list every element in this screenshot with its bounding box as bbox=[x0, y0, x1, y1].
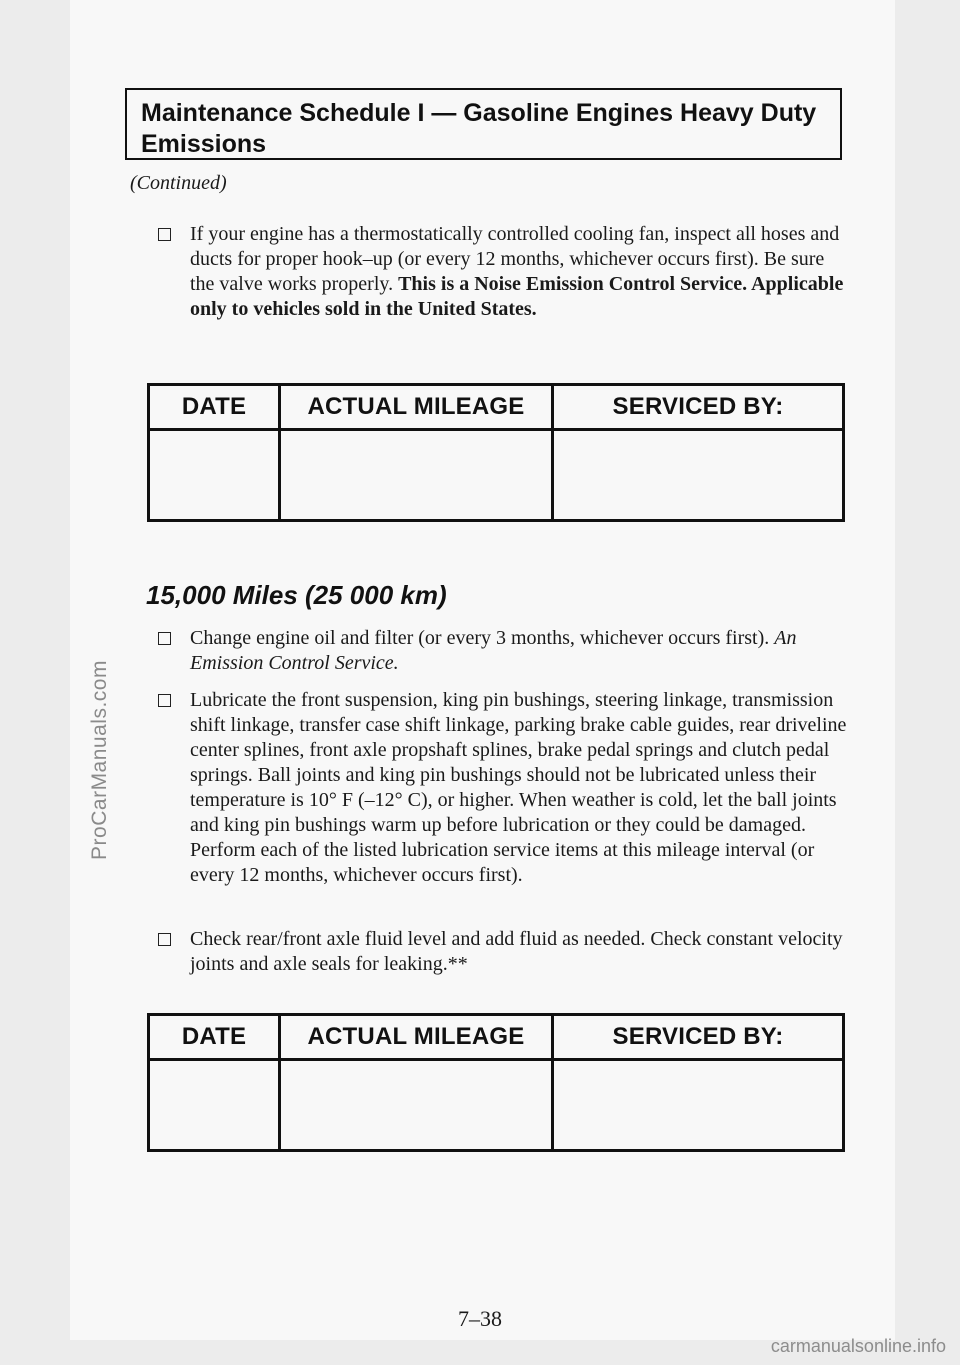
side-watermark: ProCarManuals.com bbox=[88, 660, 111, 860]
log-cell-date[interactable] bbox=[150, 431, 281, 519]
checkbox-icon bbox=[158, 694, 171, 707]
log-cell-serviced-by[interactable] bbox=[554, 431, 842, 519]
checklist-item-text: Change engine oil and filter (or every 3 months, whichever occurs first). An Emission Control Service. bbox=[190, 627, 797, 674]
emission-note: An Emission Control Service. bbox=[190, 627, 797, 674]
service-log-table bbox=[147, 1013, 845, 1152]
schedule-header-box bbox=[125, 88, 842, 160]
checkbox-icon bbox=[158, 933, 171, 946]
section-heading: 15,000 Miles (25 000 km) bbox=[146, 580, 447, 610]
log-cell-mileage[interactable] bbox=[281, 431, 554, 519]
checklist-item bbox=[158, 688, 848, 888]
schedule-title: Maintenance Schedule I — Gasoline Engines Heavy Duty Emissions bbox=[141, 99, 817, 158]
checkbox-icon bbox=[158, 228, 171, 241]
service-note: This is a Noise Emission Control Service. Applicable only to vehicles sold in the United States. bbox=[190, 273, 844, 320]
log-header-serviced-by: SERVICED BY: bbox=[612, 1023, 784, 1050]
log-header-date: DATE bbox=[150, 1016, 281, 1058]
log-header-date: DATE bbox=[150, 386, 281, 428]
footer-watermark: carmanualsonline.info bbox=[770, 1336, 946, 1356]
checklist-item-text: Check rear/front axle fluid level and add fluid as needed. Check constant velocity joints and axle seals for leaking.** bbox=[190, 928, 843, 975]
log-header-serviced-by: SERVICED BY: bbox=[612, 393, 784, 420]
checklist-item-text: If your engine has a thermostatically controlled cooling fan, inspect all hoses and ducts for proper hook–up (or every 12 months, whichever occurs first). Be sure the valve works properly. This is a Noise Emission Control Service. Applicable only to vehicles sold in the United States. bbox=[190, 223, 844, 320]
log-cell-date[interactable] bbox=[150, 1061, 281, 1149]
log-header-mileage: ACTUAL MILEAGE bbox=[281, 1016, 554, 1058]
checklist-item bbox=[158, 626, 848, 676]
page-number: 7–38 bbox=[458, 1306, 502, 1331]
log-cell-serviced-by[interactable] bbox=[554, 1061, 842, 1149]
checkbox-icon bbox=[158, 632, 171, 645]
checklist-item-text: Lubricate the front suspension, king pin bushings, steering linkage, transmission shift linkage, transfer case shift linkage, parking brake cable guides, rear driveline center splines, front axle propshaft splines, brake pedal springs and clutch pedal springs. Ball joints and king pin bushings should not be lubricated unless their temperature is 10° F (–12° C), or higher. When weather is cold, let the ball joints and king pin bushings warm up before lubrication or they could be damaged. Perform each of the listed lubrication service items at this mileage interval (or every 12 months, whichever occurs first). bbox=[190, 689, 847, 886]
log-header-row bbox=[150, 1016, 842, 1061]
log-entry-row bbox=[150, 431, 842, 519]
log-cell-mileage[interactable] bbox=[281, 1061, 554, 1149]
checklist-item bbox=[158, 927, 848, 977]
checklist-item bbox=[158, 222, 848, 322]
log-header-row bbox=[150, 386, 842, 431]
continued-label: (Continued) bbox=[130, 172, 227, 194]
log-header-mileage: ACTUAL MILEAGE bbox=[281, 386, 554, 428]
service-log-table bbox=[147, 383, 845, 522]
log-entry-row bbox=[150, 1061, 842, 1149]
